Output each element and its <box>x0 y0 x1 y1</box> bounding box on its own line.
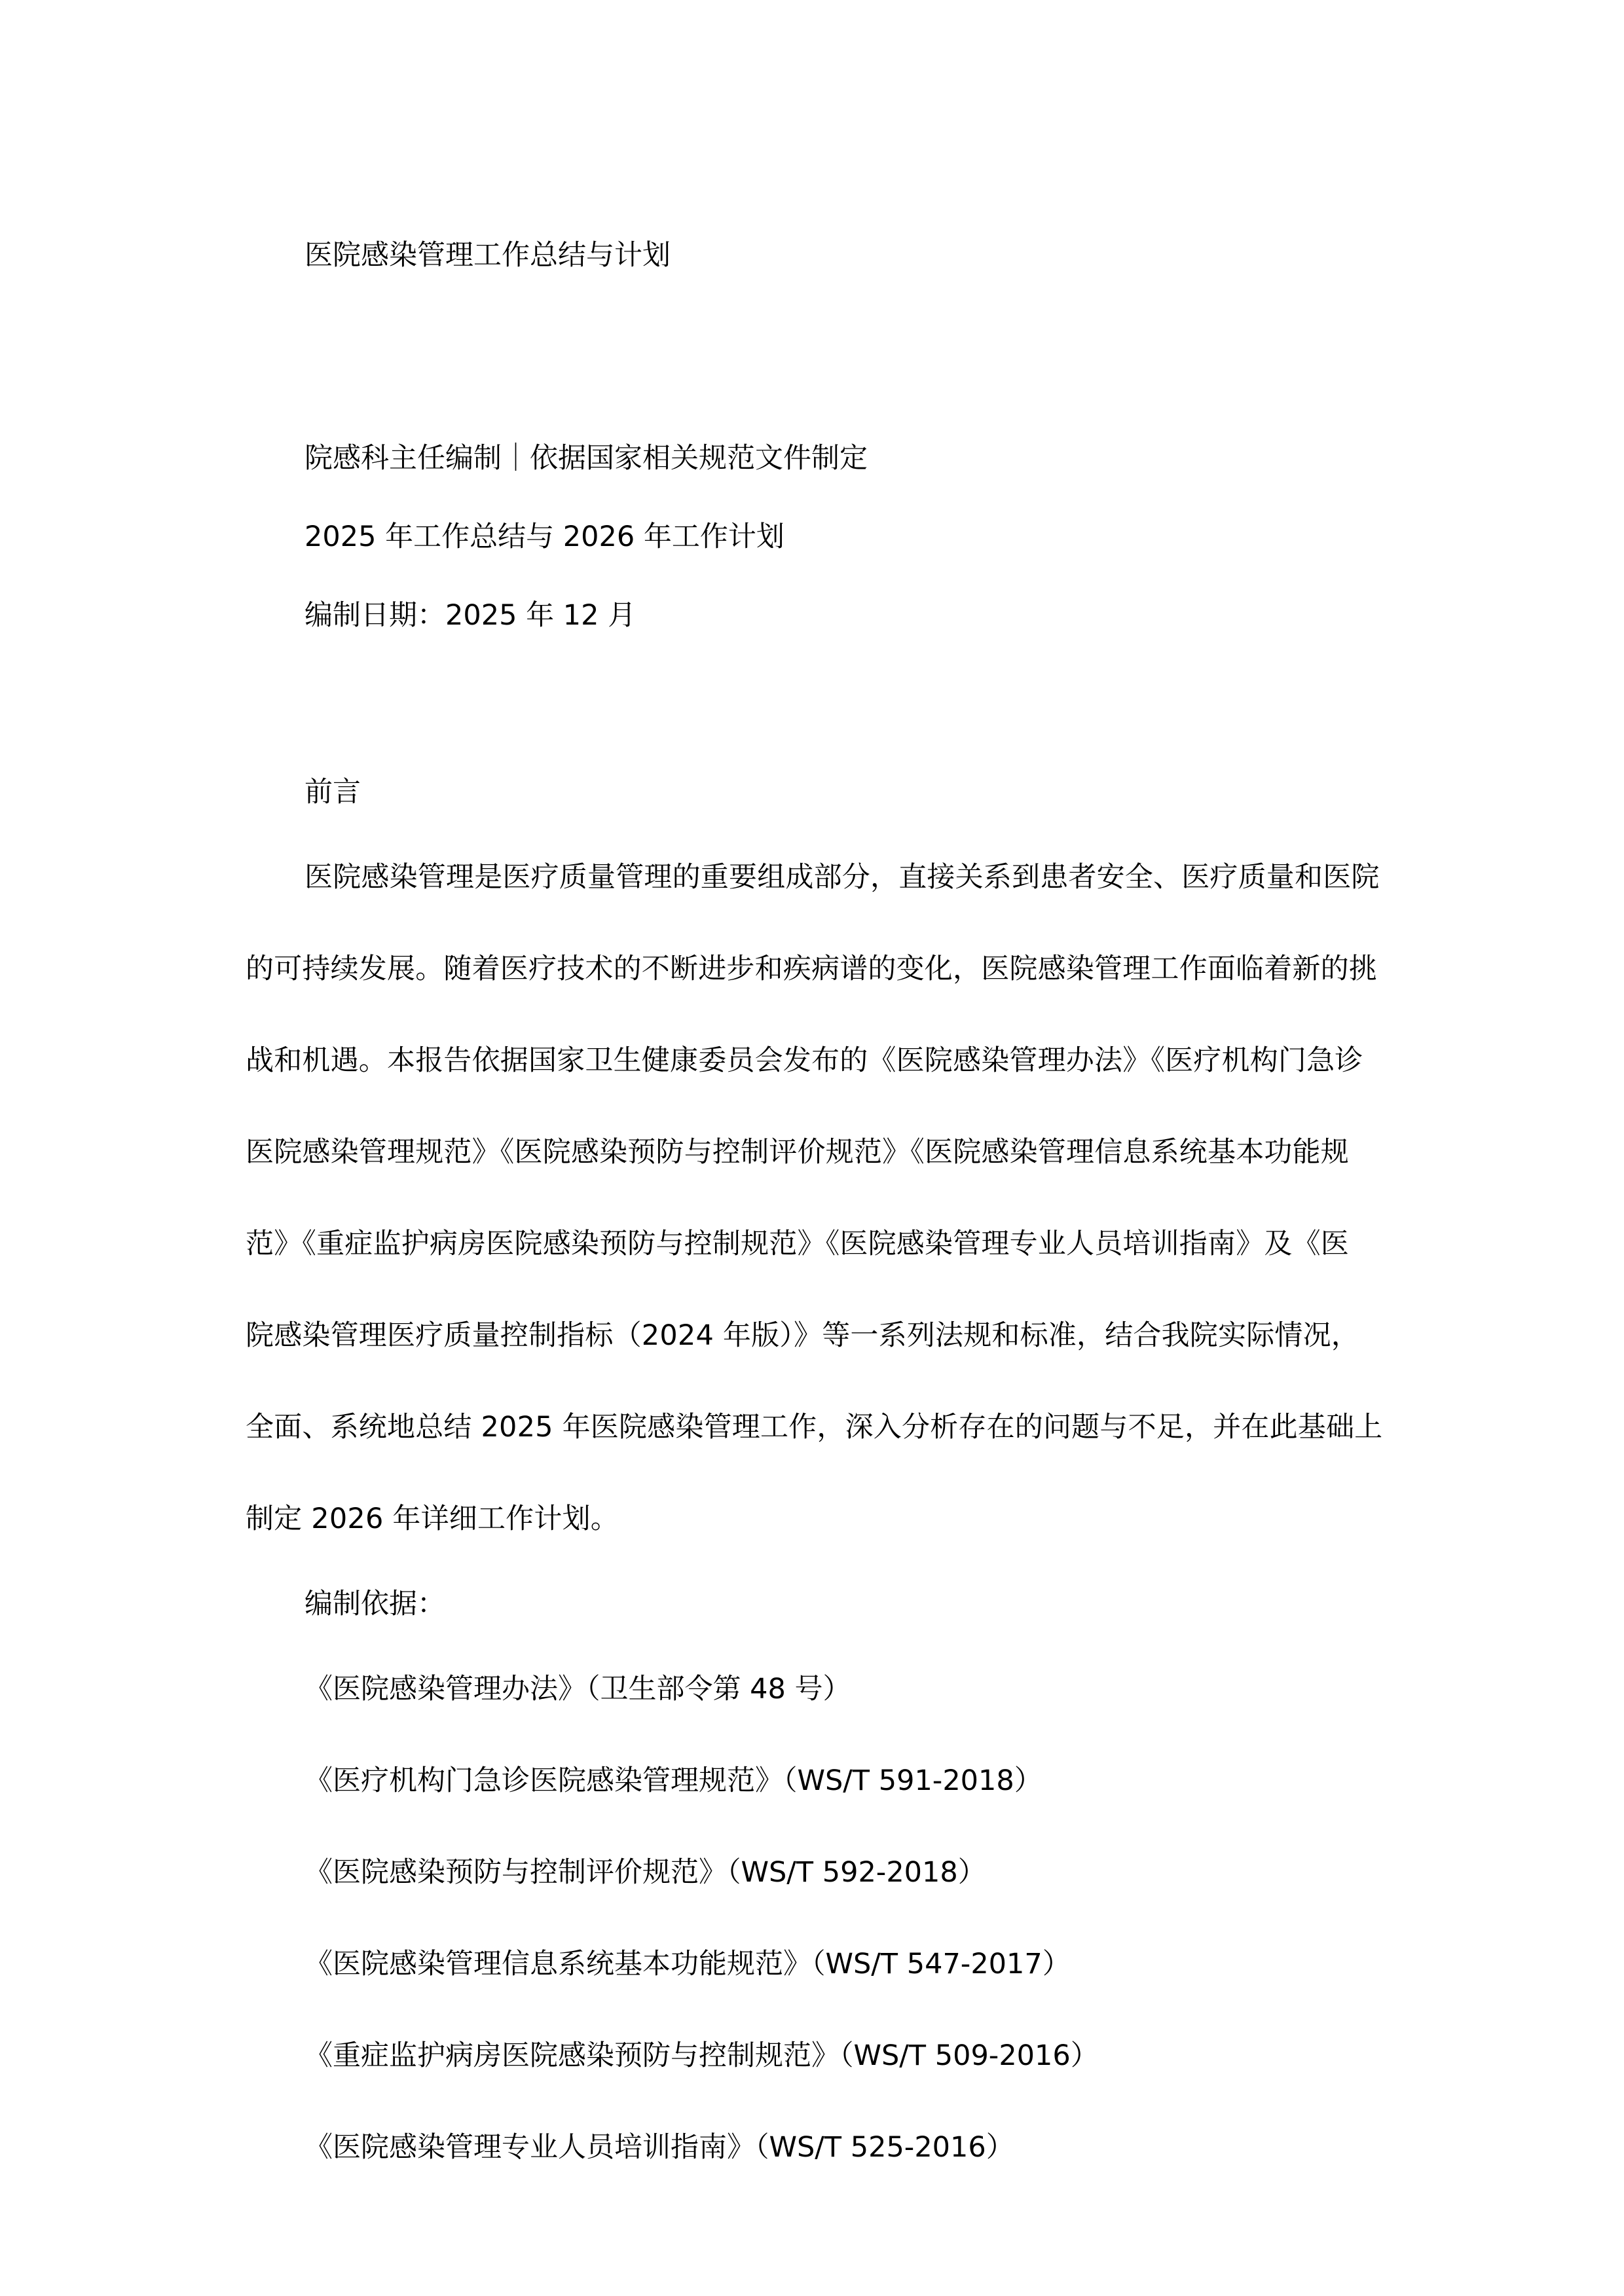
basis-heading: 编制依据： <box>304 1588 445 1620</box>
basis-list-item: 《医疗机构门急诊医院感染管理规范》（WS/T 591-2018） <box>304 1764 1043 1797</box>
document-title: 医院感染管理工作总结与计划 <box>304 239 671 272</box>
preface-heading: 前言 <box>304 776 361 809</box>
preface-paragraph <box>246 831 1398 1565</box>
document-body <box>246 216 1398 2193</box>
spacer <box>246 295 1398 419</box>
preface-line: 院感染管理医疗质量控制指标（2024 年版）》等一系列法规和标准，结合我院实际情况， <box>246 1319 1359 1352</box>
preface-line: 范》《重症监护病房医院感染预防与控制规范》《医院感染管理专业人员培训指南》及《医 <box>246 1228 1349 1260</box>
spacer <box>246 655 1398 753</box>
preface-line: 医院感染管理规范》《医院感染预防与控制评价规范》《医院感染管理信息系统基本功能规 <box>246 1136 1349 1169</box>
preface-line: 全面、系统地总结 2025 年医院感染管理工作，深入分析存在的问题与不足，并在此基础上 <box>246 1411 1383 1444</box>
basis-list-item: 《医院感染管理专业人员培训指南》（WS/T 525-2016） <box>304 2131 1014 2164</box>
preface-line: 的可持续发展。随着医疗技术的不断进步和疾病谱的变化，医院感染管理工作面临着新的挑 <box>246 953 1377 985</box>
preface-line: 制定 2026 年详细工作计划。 <box>246 1503 619 1535</box>
document-byline: 院感科主任编制｜依据国家相关规范文件制定 <box>304 442 868 475</box>
preface-line: 战和机遇。本报告依据国家卫生健康委员会发布的《医院感染管理办法》《医疗机构门急诊 <box>246 1044 1363 1077</box>
document-subtitle: 2025 年工作总结与 2026 年工作计划 <box>304 520 784 553</box>
basis-list-item: 《重症监护病房医院感染预防与控制规范》（WS/T 509-2016） <box>304 2039 1099 2072</box>
basis-list-item: 《医院感染管理办法》（卫生部令第 48 号） <box>304 1673 851 1705</box>
preface-line: 医院感染管理是医疗质量管理的重要组成部分，直接关系到患者安全、医疗质量和医院 <box>304 861 1380 894</box>
basis-list-item: 《医院感染管理信息系统基本功能规范》（WS/T 547-2017） <box>304 1948 1071 1980</box>
document-date: 编制日期：2025 年 12 月 <box>304 599 637 632</box>
basis-list-item: 《医院感染预防与控制评价规范》（WS/T 592-2018） <box>304 1856 986 1889</box>
